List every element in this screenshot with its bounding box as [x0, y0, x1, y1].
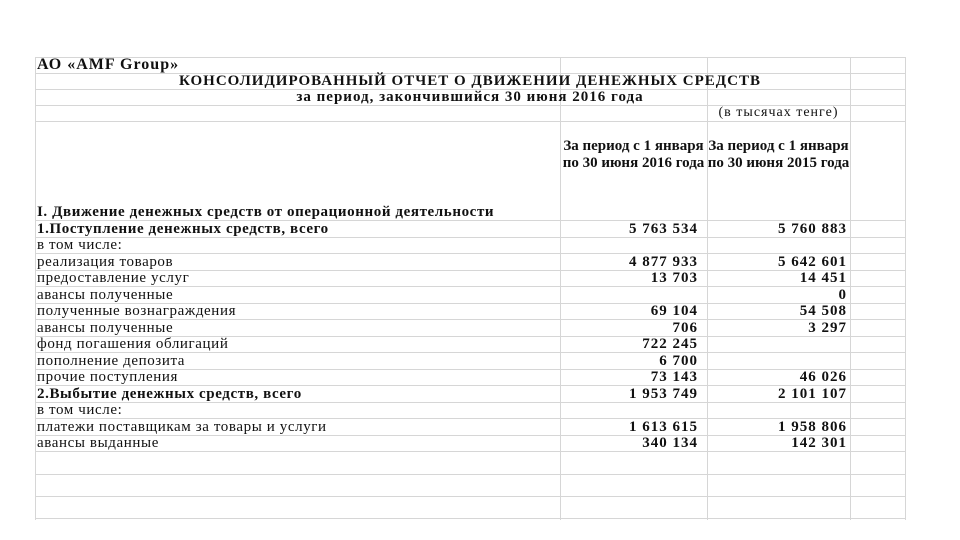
- grid-vline: [905, 57, 906, 520]
- value-2015: 46 026: [799, 369, 847, 385]
- row-label: авансы полученные: [37, 319, 174, 336]
- units-note: (в тысячах тенге): [718, 105, 839, 120]
- value-2015: 54 508: [799, 303, 847, 319]
- grid-hline: [35, 385, 905, 386]
- value-2016: 69 104: [650, 303, 698, 319]
- row-label: в том числе:: [37, 402, 123, 418]
- grid-hline: [35, 303, 905, 304]
- value-2016: 722 245: [642, 336, 698, 352]
- column-header-2016: За период с 1 января по 30 июня 2016 года: [562, 138, 705, 171]
- grid-hline: [35, 270, 905, 271]
- row-label: авансы выданные: [37, 435, 159, 451]
- row-label: 1.Поступление денежных средств, всего: [37, 220, 329, 237]
- value-2015: 5 642 601: [778, 253, 847, 270]
- grid-hline: [35, 451, 905, 452]
- value-2015: 14 451: [799, 270, 847, 286]
- grid-hline: [35, 402, 905, 403]
- grid-hline: [35, 496, 905, 497]
- grid-hline: [35, 474, 905, 475]
- grid-hline: [35, 286, 905, 287]
- grid-hline: [35, 418, 905, 419]
- grid-hline: [35, 518, 905, 519]
- grid-hline: [35, 352, 905, 353]
- row-label: платежи поставщикам за товары и услуги: [37, 418, 327, 435]
- grid-hline: [35, 237, 905, 238]
- value-2016: 4 877 933: [629, 253, 698, 270]
- value-2016: 73 143: [650, 369, 698, 385]
- row-label: прочие поступления: [37, 369, 178, 385]
- row-label: полученные вознаграждения: [37, 303, 237, 319]
- grid-hline: [35, 435, 905, 436]
- value-2016: 340 134: [642, 435, 698, 451]
- row-label: авансы полученные: [37, 286, 174, 303]
- value-2016: 1 953 749: [629, 385, 698, 402]
- grid-hline: [35, 369, 905, 370]
- row-label: фонд погашения облигаций: [37, 336, 229, 352]
- value-2016: 706: [672, 319, 698, 336]
- value-2015: 2 101 107: [778, 385, 847, 402]
- row-label: предоставление услуг: [37, 270, 190, 286]
- row-label: I. Движение денежных средств от операционной деятельности: [37, 204, 495, 220]
- company-name: АО «AMF Group»: [37, 56, 180, 73]
- grid-hline: [35, 121, 905, 122]
- value-2016: 1 613 615: [629, 418, 698, 435]
- value-2015: 3 297: [808, 319, 847, 336]
- value-2016: 6 700: [659, 352, 698, 369]
- value-2015: 0: [838, 286, 847, 303]
- value-2015: 1 958 806: [778, 418, 847, 435]
- value-2015: 5 760 883: [778, 220, 847, 237]
- report-title: КОНСОЛИДИРОВАННЫЙ ОТЧЕТ О ДВИЖЕНИИ ДЕНЕЖНЫХ СРЕДСТВ: [179, 73, 761, 89]
- grid-hline: [35, 220, 905, 221]
- value-2016: 13 703: [650, 270, 698, 286]
- row-label: реализация товаров: [37, 253, 174, 270]
- row-label: 2.Выбытие денежных средств, всего: [37, 385, 302, 402]
- value-2016: 5 763 534: [629, 220, 698, 237]
- grid-hline: [35, 253, 905, 254]
- grid-hline: [35, 336, 905, 337]
- row-label: пополнение депозита: [37, 352, 186, 369]
- row-label: в том числе:: [37, 237, 123, 253]
- grid-hline: [35, 319, 905, 320]
- column-header-2015: За период с 1 января по 30 июня 2015 года: [707, 138, 850, 171]
- value-2015: 142 301: [791, 435, 847, 451]
- report-period: за период, закончившийся 30 июня 2016 года: [296, 89, 644, 105]
